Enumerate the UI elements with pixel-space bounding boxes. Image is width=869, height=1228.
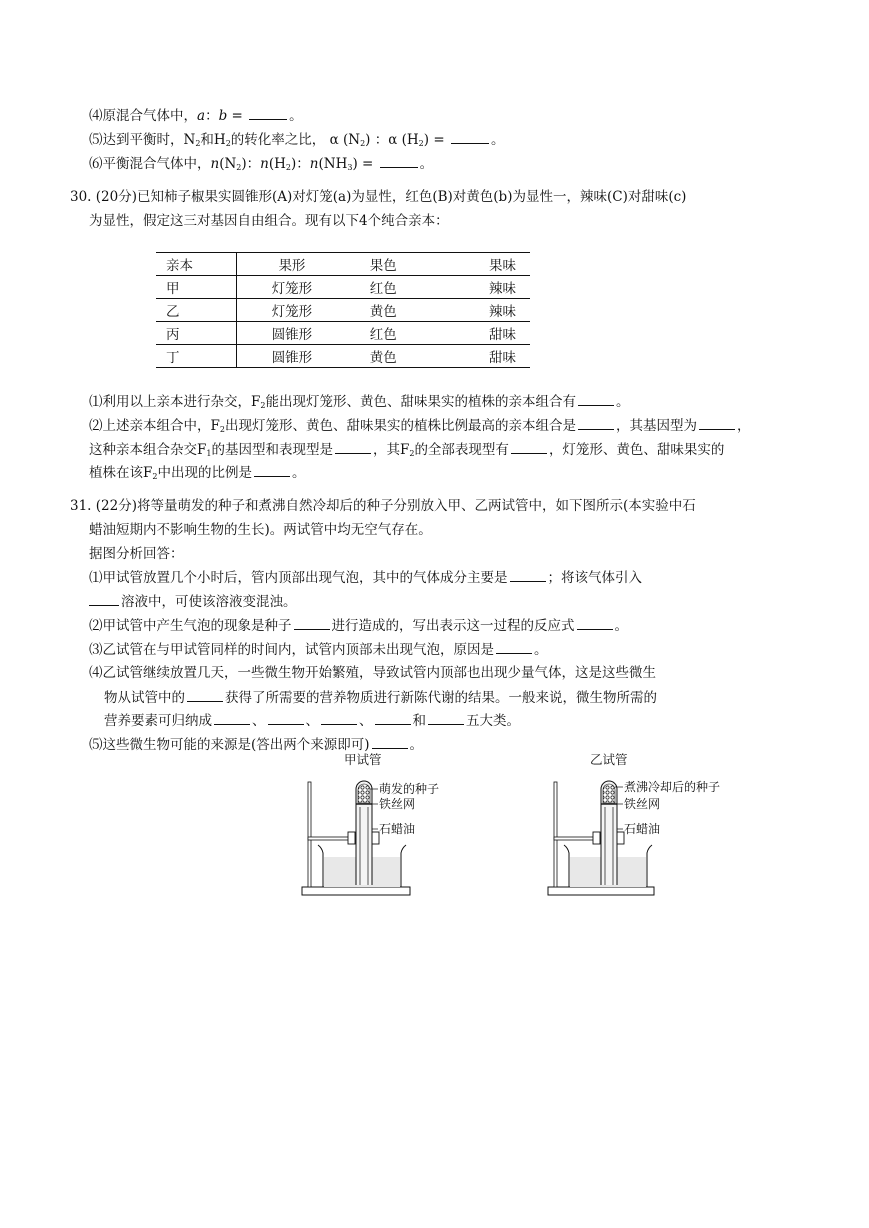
answer-blank[interactable] [511,440,547,454]
q31-item-5: ⑸这些微生物可能的来源是(答出两个来源即可) 。 [89,737,424,753]
answer-blank[interactable] [510,568,546,582]
answer-blank[interactable] [380,154,418,168]
table-cell: 黄色 [347,345,420,368]
stand-rod [554,782,557,887]
table-cell: 红色 [347,322,420,345]
answer-blank[interactable] [321,711,357,725]
table-row [156,322,530,345]
seeds [358,784,370,803]
table-header-cell: 果色 [347,253,420,276]
table-cell: 甜味 [420,322,530,345]
q31-stem-line2: 蜡油短期内不影响生物的生长)。两试管中均无空气存在。 [89,522,432,538]
test-tube-figure [0,745,869,905]
right-tube-title: 乙试管 [590,752,628,767]
right-seed-label: 煮沸冷却后的种子 [624,780,721,794]
q31-item-3: ⑶乙试管在与甲试管同样的时间内，试管内顶部未出现气泡，原因是 。 [89,642,548,658]
table-cell: 辣味 [420,299,530,322]
stand-rod [308,782,311,887]
answer-blank[interactable] [89,592,119,606]
clamp-arm [308,837,352,840]
table-cell: 黄色 [347,299,420,322]
right-net-label: 铁丝网 [624,797,661,811]
answer-blank[interactable] [451,130,489,144]
stand-base [548,887,654,895]
answer-blank[interactable] [214,711,250,725]
q30-stem-line2: 为显性，假定这三对基因自由组合。现有以下4个纯合亲本： [89,213,449,229]
right-apparatus [548,752,720,895]
answer-blank[interactable] [254,463,290,477]
answer-blank[interactable] [578,392,614,406]
left-oil-label: 石蜡油 [379,822,416,836]
left-apparatus [302,752,439,895]
q29-item-6: ⑹平衡混合气体中，$n(N_2)$：$n(H_2)$：$n(NH_3)$ = 。 [89,156,434,172]
table-cell: 甲 [156,276,237,299]
answer-blank[interactable] [268,711,304,725]
table-header-cell: 果形 [237,253,347,276]
table-cell: 灯笼形 [237,299,347,322]
stand-base [302,887,410,895]
q31-item-2: ⑵甲试管中产生气泡的现象是种子 进行造成的，写出表示这一过程的反应式 。 [89,618,628,634]
answer-blank[interactable] [187,688,223,702]
answer-blank[interactable] [496,640,532,654]
q31-item-4-line3: 营养要素可归纳成 、 、 、 和 五大类。 [104,713,520,729]
clamp-arm [554,837,597,840]
q30-item-2-line3: 植株在该$F_2$中出现的比例是 。 [89,465,306,481]
table-cell: 甜味 [420,345,530,368]
answer-blank[interactable] [335,440,371,454]
q31-stem-line1: 31. (22分)将等量萌发的种子和煮沸自然冷却后的种子分别放入甲、乙两试管中，如下图所示(本实验中石 [70,498,696,514]
table-row [156,299,530,322]
table-cell: 红色 [347,276,420,299]
table-cell: 丙 [156,322,237,345]
table-header-cell: 果味 [420,253,530,276]
q31-item-1-line1: ⑴甲试管放置几个小时后，管内顶部出现气泡，其中的气体成分主要是 ；将该气体引入 [89,570,642,586]
answer-blank[interactable] [577,616,613,630]
q30-item-1: ⑴利用以上亲本进行杂交，$F_2$能出现灯笼形、黄色、甜味果实的植株的亲本组合有 。 [89,394,630,410]
answer-blank[interactable] [699,416,735,430]
table-cell: 丁 [156,345,237,368]
right-oil-label: 石蜡油 [624,822,661,836]
answer-blank[interactable] [294,616,330,630]
answer-blank[interactable] [578,416,614,430]
left-tube-title: 甲试管 [344,752,382,767]
q31-stem-line3: 据图分析回答： [89,546,184,562]
seeds [603,784,615,803]
table-row [156,345,530,368]
table-cell: 圆锥形 [237,345,347,368]
clamp [372,832,379,844]
table-cell: 辣味 [420,276,530,299]
parents-table [156,252,530,368]
table-header-row [156,253,530,276]
q31-item-4-line1: ⑷乙试管继续放置几天，一些微生物开始繁殖，导致试管内顶部也出现少量气体，这是这些微生 [89,665,656,681]
answer-blank[interactable] [249,106,287,120]
table-header-cell: 亲本 [156,253,237,276]
left-seed-label: 萌发的种子 [379,782,440,796]
clamp [593,832,600,844]
q30-stem-line1: 30. (20分)已知柿子椒果实圆锥形(A)对灯笼(a)为显性，红色(B)对黄色(b)为显性一，辣味(C)对甜味(c) [70,189,687,205]
table-cell: 乙 [156,299,237,322]
q30-item-2-line2: 这种亲本组合杂交$F_1$的基因型和表现型是 ，其$F_2$的全部表现型有 ，灯笼形、黄色、甜味果实的 [89,442,725,458]
q31-item-1-line2: 溶液中，可使该溶液变混浊。 [89,592,297,611]
q29-item-5: ⑸达到平衡时，$N_2$和$H_2$的转化率之比， α $(N_2)$ ：α $(H_2)$ = 。 [89,132,505,148]
clamp [348,832,355,844]
q31-item-4-line2: 物从试管中的 获得了所需要的营养物质进行新陈代谢的结果。一般来说，微生物所需的 [104,690,657,706]
q29-item-4: ⑷原混合气体中，a：b = 。 [89,108,303,124]
answer-blank[interactable] [375,711,411,725]
table-cell: 圆锥形 [237,322,347,345]
answer-blank[interactable] [428,711,464,725]
table-row [156,276,530,299]
q30-item-2-line1: ⑵上述亲本组合中，$F_2$出现灯笼形、黄色、甜味果实的植株比例最高的亲本组合是 ，其基因型为 ， [89,418,751,434]
left-net-label: 铁丝网 [379,797,416,811]
table-cell: 灯笼形 [237,276,347,299]
clamp [617,832,624,844]
